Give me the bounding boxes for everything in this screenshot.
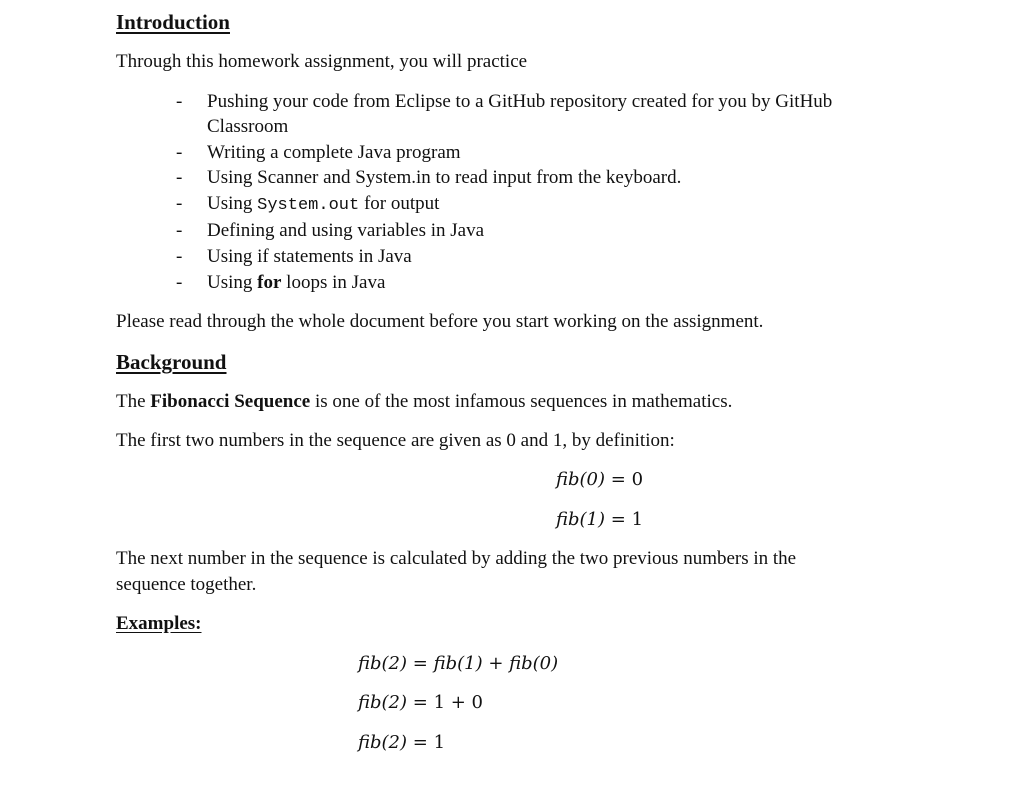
bullet-marker: - xyxy=(176,220,183,241)
math-rhs: = 0 xyxy=(610,469,644,490)
math-lhs: fib(1) xyxy=(556,509,606,530)
math-rhs: = 1 xyxy=(412,732,446,753)
bullet-marker: - xyxy=(176,167,183,188)
definition-fib0 xyxy=(556,469,643,490)
definition-fib1 xyxy=(556,509,643,530)
background-heading: Background xyxy=(116,350,227,374)
examples-heading: Examples: xyxy=(116,613,202,634)
list-item-prefix: Using xyxy=(207,272,258,293)
math-lhs: fib(2) xyxy=(358,732,408,753)
list-item xyxy=(207,272,385,294)
recurrence-paragraph-line2: sequence together. xyxy=(116,574,257,595)
list-item: Writing a complete Java program xyxy=(207,142,461,163)
intro-text: Through this homework assignment, you will practice xyxy=(116,51,528,72)
fibonacci-intro-paragraph xyxy=(116,391,732,413)
keyword-for: for xyxy=(257,272,282,293)
bullet-marker: - xyxy=(176,91,183,112)
example-equation-3 xyxy=(358,732,445,753)
introduction-heading: Introduction xyxy=(116,10,230,34)
list-item xyxy=(207,193,439,215)
paragraph-text: The xyxy=(116,391,151,412)
definition-paragraph: The first two numbers in the sequence are given as 0 and 1, by definition: xyxy=(116,430,675,451)
list-item: Defining and using variables in Java xyxy=(207,220,485,241)
code-system-out: System.out xyxy=(257,196,360,215)
fibonacci-sequence-term: Fibonacci Sequence xyxy=(150,391,311,412)
math-rhs: = 1 + 0 xyxy=(412,692,483,713)
math-lhs: fib(2) xyxy=(358,653,408,674)
list-item: Using Scanner and System.in to read input from the keyboard. xyxy=(207,167,682,188)
list-item: Using if statements in Java xyxy=(207,246,412,267)
read-note: Please read through the whole document before you start working on the assignment. xyxy=(116,311,764,332)
paragraph-text: is one of the most infamous sequences in mathematics. xyxy=(310,391,733,412)
math-rhs: = fib(1) + fib(0) xyxy=(412,653,559,674)
bullet-marker: - xyxy=(176,246,183,267)
recurrence-paragraph-line1: The next number in the sequence is calculated by adding the two previous numbers in the xyxy=(116,548,797,569)
list-item-continuation: Classroom xyxy=(207,116,289,137)
list-item-prefix: Using xyxy=(207,193,258,214)
example-equation-1 xyxy=(358,653,558,674)
example-equation-2 xyxy=(358,692,483,713)
math-lhs: fib(0) xyxy=(556,469,606,490)
list-item: Pushing your code from Eclipse to a GitHub repository created for you by GitHub xyxy=(207,91,833,112)
bullet-marker: - xyxy=(176,142,183,163)
math-rhs: = 1 xyxy=(610,509,644,530)
bullet-marker: - xyxy=(176,272,183,293)
list-item-suffix: for output xyxy=(359,193,440,214)
math-lhs: fib(2) xyxy=(358,692,408,713)
bullet-marker: - xyxy=(176,193,183,214)
list-item-suffix: loops in Java xyxy=(281,272,386,293)
